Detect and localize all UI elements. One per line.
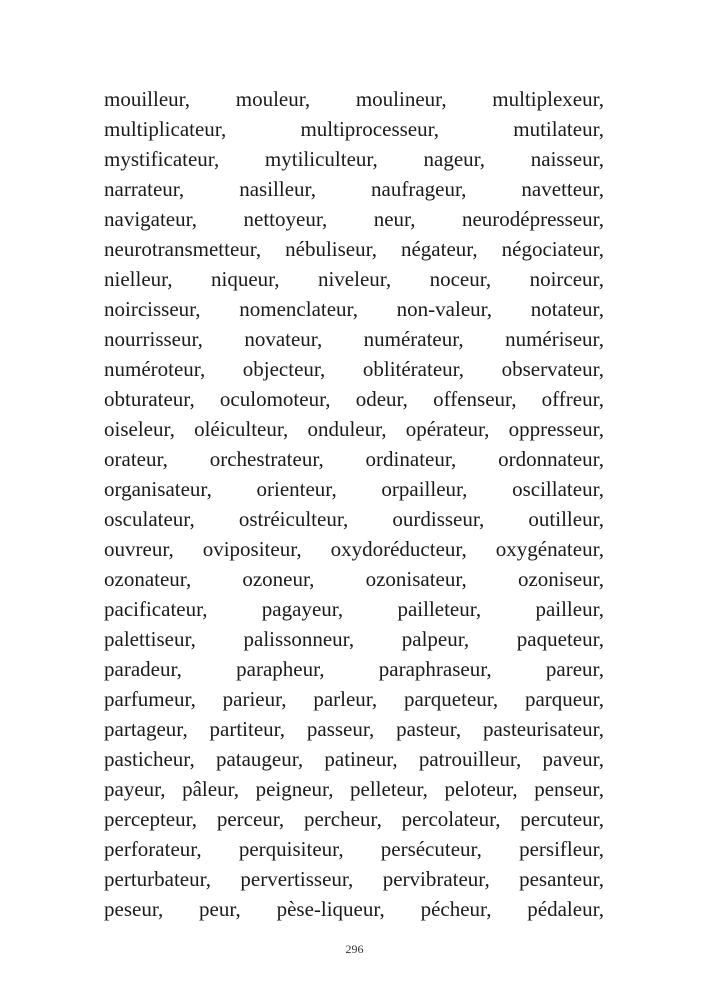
word: oblitérateur,	[362, 357, 465, 381]
text-line	[104, 504, 604, 534]
word: peloteur,	[444, 777, 518, 801]
text-line	[104, 324, 604, 354]
word: orpailleur,	[381, 477, 468, 501]
text-line	[104, 234, 604, 264]
word: patineur,	[324, 747, 398, 771]
word: observateur,	[501, 357, 604, 381]
word: offenseur,	[433, 387, 517, 411]
word: mutilateur,	[513, 117, 604, 141]
word: pataugeur,	[215, 747, 304, 771]
word: paradeur,	[104, 657, 182, 681]
word: opérateur,	[405, 417, 490, 441]
word: nasilleur,	[239, 177, 316, 201]
text-line	[104, 744, 604, 774]
word: pasteur,	[396, 717, 462, 741]
word: patrouilleur,	[418, 747, 522, 771]
text-line	[104, 834, 604, 864]
word: mouleur,	[235, 87, 311, 111]
word: partiteur,	[209, 717, 286, 741]
word: parieur,	[222, 687, 287, 711]
word: ordinateur,	[365, 447, 457, 471]
page-number: 296	[345, 942, 364, 956]
word: pervibrateur,	[382, 867, 490, 891]
word: noircisseur,	[104, 297, 201, 321]
text-line	[104, 564, 604, 594]
word: nettoyeur,	[243, 207, 328, 231]
word: parleur,	[313, 687, 378, 711]
word: percheur,	[303, 807, 382, 831]
word: palissonneur,	[243, 627, 355, 651]
word: ovipositeur,	[202, 537, 302, 561]
text-line	[104, 774, 604, 804]
word: pacificateur,	[104, 597, 208, 621]
word: non-valeur,	[396, 297, 493, 321]
word: pasteurisateur,	[482, 717, 604, 741]
word: oiseleur,	[104, 417, 175, 441]
word: palettiseur,	[104, 627, 196, 651]
word: perturbateur,	[104, 867, 212, 891]
word: paqueteur,	[516, 627, 604, 651]
text-line	[104, 624, 604, 654]
word: nageur,	[423, 147, 486, 171]
word-list-paragraph	[104, 84, 604, 924]
word: multiplexeur,	[492, 87, 604, 111]
word: osculateur,	[104, 507, 195, 531]
text-line	[104, 594, 604, 624]
word: oxygénateur,	[495, 537, 604, 561]
word: ozoneur,	[242, 567, 315, 591]
word: mouilleur,	[104, 87, 191, 111]
word: navigateur,	[104, 207, 198, 231]
text-line	[104, 354, 604, 384]
word: ourdisseur,	[392, 507, 485, 531]
word: onduleur,	[307, 417, 387, 441]
word: pesanteur,	[519, 867, 604, 891]
word: oléiculteur,	[194, 417, 289, 441]
word: perforateur,	[104, 837, 202, 861]
word: pécheur,	[420, 897, 492, 921]
word: niqueur,	[210, 267, 280, 291]
word: perquisiteur,	[238, 837, 344, 861]
word: mystificateur,	[104, 147, 220, 171]
word: paraphraseur,	[378, 657, 492, 681]
word: obturateur,	[104, 387, 195, 411]
word: perceur,	[216, 807, 285, 831]
word: percolateur,	[401, 807, 501, 831]
word: neurotransmetteur,	[104, 237, 262, 261]
text-line	[104, 414, 604, 444]
text-line	[104, 804, 604, 834]
word: paveur,	[542, 747, 604, 771]
word: multiprocesseur,	[300, 117, 440, 141]
word: pailleteur,	[397, 597, 482, 621]
word: palpeur,	[401, 627, 470, 651]
word: noirceur,	[529, 267, 604, 291]
word: percepteur,	[104, 807, 198, 831]
word: persifleur,	[519, 837, 604, 861]
word: pagayeur,	[261, 597, 344, 621]
word: navetteur,	[521, 177, 604, 201]
word: niveleur,	[317, 267, 392, 291]
word: passeur,	[306, 717, 375, 741]
text-line	[104, 384, 604, 414]
word: peur,	[199, 897, 241, 921]
word: parfumeur,	[104, 687, 196, 711]
text-line	[104, 84, 604, 114]
word: offreur,	[541, 387, 604, 411]
text-line	[104, 474, 604, 504]
word: percuteur,	[520, 807, 604, 831]
word: pervertisseur,	[240, 867, 354, 891]
word: nielleur,	[104, 267, 173, 291]
word: naufrageur,	[371, 177, 467, 201]
word: ozoniseur,	[517, 567, 604, 591]
word: pédaleur,	[527, 897, 604, 921]
word: numéroteur,	[104, 357, 206, 381]
text-line	[104, 534, 604, 564]
word: moulineur,	[355, 87, 447, 111]
text-line	[104, 174, 604, 204]
word: mytiliculteur,	[264, 147, 378, 171]
word: notateur,	[530, 297, 604, 321]
word: oxydoréducteur,	[330, 537, 467, 561]
word: pasticheur,	[104, 747, 195, 771]
word: multiplicateur,	[104, 117, 227, 141]
word: organisateur,	[104, 477, 212, 501]
word: pareur,	[545, 657, 604, 681]
word: oppresseur,	[508, 417, 604, 441]
word: pâleur,	[182, 777, 239, 801]
word: ozonateur,	[104, 567, 192, 591]
word: ozonisateur,	[365, 567, 467, 591]
word: parqueur,	[524, 687, 604, 711]
text-line	[104, 864, 604, 894]
word: parqueteur,	[403, 687, 499, 711]
word: orienteur,	[256, 477, 337, 501]
text-line	[104, 894, 604, 924]
word: ostréiculteur,	[238, 507, 349, 531]
word: nourrisseur,	[104, 327, 203, 351]
word: pelleteur,	[350, 777, 428, 801]
word: objecteur,	[242, 357, 326, 381]
word: persécuteur,	[380, 837, 482, 861]
word: odeur,	[355, 387, 408, 411]
text-line	[104, 294, 604, 324]
word: outilleur,	[528, 507, 604, 531]
word: nébuliseur,	[285, 237, 378, 261]
word: pailleur,	[535, 597, 604, 621]
word: peseur,	[104, 897, 164, 921]
word: orchestrateur,	[209, 447, 324, 471]
word: orateur,	[104, 447, 168, 471]
word: ouvreur,	[104, 537, 174, 561]
word: neurodépresseur,	[461, 207, 604, 231]
word: noceur,	[429, 267, 492, 291]
word: penseur,	[534, 777, 604, 801]
word: peigneur,	[255, 777, 334, 801]
text-line	[104, 684, 604, 714]
word: novateur,	[244, 327, 323, 351]
text-line	[104, 714, 604, 744]
text-line	[104, 204, 604, 234]
word: naisseur,	[530, 147, 604, 171]
word: payeur,	[104, 777, 166, 801]
word: négateur,	[400, 237, 478, 261]
word: numériseur,	[505, 327, 604, 351]
word: ordonnateur,	[498, 447, 604, 471]
word: nomenclateur,	[239, 297, 358, 321]
word: oculomoteur,	[219, 387, 331, 411]
word: neur,	[373, 207, 416, 231]
word: partageur,	[104, 717, 188, 741]
word: parapheur,	[236, 657, 325, 681]
word: narrateur,	[104, 177, 185, 201]
word: oscillateur,	[512, 477, 604, 501]
text-line	[104, 114, 604, 144]
text-line	[104, 264, 604, 294]
word: pèse-liqueur,	[276, 897, 385, 921]
word: numérateur,	[363, 327, 464, 351]
text-line	[104, 144, 604, 174]
text-line	[104, 654, 604, 684]
text-line	[104, 444, 604, 474]
word: négociateur,	[501, 237, 604, 261]
